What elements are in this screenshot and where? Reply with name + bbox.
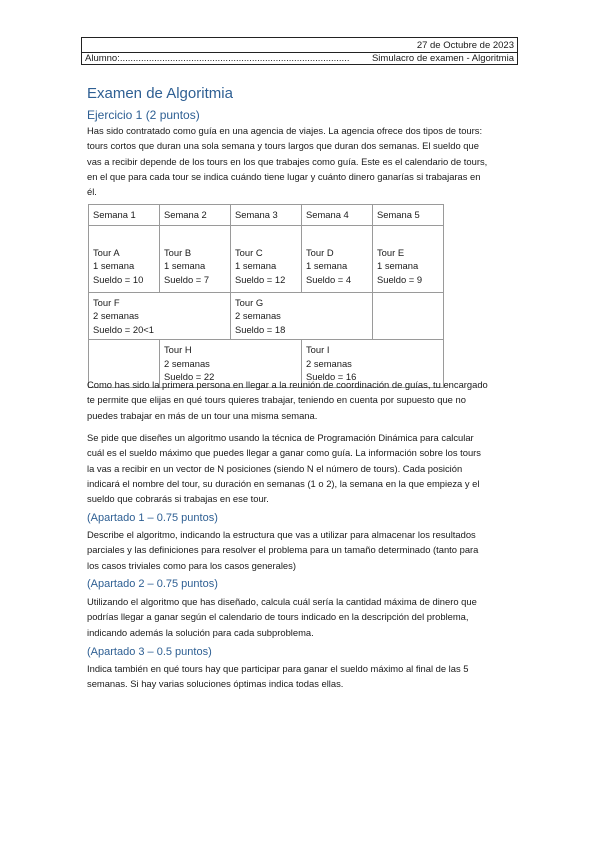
text-line: indicando además la solución para cada subproblema. <box>87 626 314 638</box>
text-line: Describe el algoritmo, indicando la estructura que vas a utilizar para almacenar los resultados <box>87 529 476 540</box>
tour-duration: 1 semana <box>306 260 348 271</box>
tour-cell <box>160 225 231 292</box>
page-header <box>81 37 518 65</box>
text-line: Como has sido la primera persona en llegar a la reunión de coordinación de guías, tu encargado <box>87 379 488 390</box>
section-1-title: (Apartado 1 – 0.75 puntos) <box>87 512 218 524</box>
week-header: Semana 4 <box>302 205 373 226</box>
text-line: Indica también en qué tours hay que participar para ganar el sueldo máximo al final de las 5 <box>87 663 469 674</box>
tour-salary: Sueldo = 7 <box>164 273 210 285</box>
week-header: Semana 2 <box>160 205 231 226</box>
text-line: la vas a recibir en un vector de N posiciones (siendo N el número de tours). Cada posición <box>87 462 463 474</box>
text-line: te permite que elijas en qué tours quieres trabajar, teniendo en cuenta por supuesto que no <box>87 394 466 406</box>
intro-paragraph <box>87 123 517 199</box>
task-paragraph <box>87 430 517 506</box>
tour-name: Tour H <box>164 344 192 355</box>
text-line: podrías llegar a ganar según el calendario de tours indicado en la descripción del problema, <box>87 611 469 623</box>
text-line: Se pide que diseñes un algoritmo usando la técnica de Programación Dinámica para calcular <box>87 432 474 443</box>
tour-duration: 1 semana <box>164 260 206 271</box>
tour-cell <box>89 225 160 292</box>
text-line: indicará el nombre del tour, su duración en semanas (1 o 2), la semana en la que empieza y el <box>87 477 480 489</box>
header-date: 27 de Octubre de 2023 <box>416 40 514 51</box>
text-line: Has sido contratado como guía en una agencia de viajes. La agencia ofrece dos tipos de tours: <box>87 125 483 136</box>
tour-duration: 2 semanas <box>235 310 281 321</box>
tour-cell <box>373 225 444 292</box>
text-line: parciales y las definiciones para resolver el problema para un tamaño determinado (tanto para <box>87 544 479 556</box>
tour-name: Tour D <box>306 246 334 258</box>
empty-cell <box>373 292 444 340</box>
tour-name: Tour A <box>93 246 120 258</box>
long-tours-row-1 <box>89 292 444 340</box>
section-1-text <box>87 527 517 573</box>
tour-salary: Sueldo = 9 <box>377 273 423 285</box>
tour-name: Tour F <box>93 296 120 308</box>
tour-cell <box>231 292 373 340</box>
text-line: cuál es el sueldo máximo que puedes llegar a ganar como guía. La información sobre los tours <box>87 447 481 459</box>
section-3-text <box>87 661 517 692</box>
tour-name: Tour B <box>164 246 192 258</box>
tour-salary: Sueldo = 20<1 <box>93 323 154 335</box>
text-line: puedes trabajar en más de un tour una misma semana. <box>87 409 318 421</box>
tour-name: Tour C <box>235 246 263 258</box>
text-line: él. <box>87 186 97 198</box>
tour-salary: Sueldo = 12 <box>235 273 286 285</box>
tour-duration: 1 semana <box>93 260 135 271</box>
tour-duration: 2 semanas <box>164 357 210 369</box>
after-table-paragraph <box>87 377 517 423</box>
week-header: Semana 5 <box>373 205 444 226</box>
text-line: vas a recibir depende de los tours en los que trabajes como guía. Este es el calendario de tours, <box>87 155 488 167</box>
tour-salary: Sueldo = 22 <box>164 371 215 382</box>
tour-duration: 1 semana <box>235 260 277 271</box>
tour-cell <box>89 292 231 340</box>
text-line: tours cortos que duran una sola semana y tours largos que duran dos semanas. El sueldo que <box>87 140 479 152</box>
week-header: Semana 1 <box>89 205 160 226</box>
student-name-line: Alumno:....................................................................................... <box>85 53 350 64</box>
tour-duration: 2 semanas <box>93 310 139 321</box>
tour-cell <box>231 225 302 292</box>
tour-salary: Sueldo = 10 <box>93 273 144 285</box>
tour-salary: Sueldo = 4 <box>306 273 352 285</box>
tour-name: Tour I <box>306 344 330 355</box>
section-3-title: (Apartado 3 – 0.5 puntos) <box>87 646 212 658</box>
exam-name: Simulacro de examen - Algoritmia <box>371 53 514 64</box>
short-tours-row <box>89 225 444 292</box>
week-header: Semana 3 <box>231 205 302 226</box>
text-line: los casos triviales como para los casos generales) <box>87 559 296 571</box>
text-line: sueldo que cobrarás si trabajas en ese tour. <box>87 493 269 505</box>
tour-duration: 1 semana <box>377 260 419 271</box>
exercise-title: Ejercicio 1 (2 puntos) <box>87 108 200 122</box>
tour-name: Tour G <box>235 296 264 308</box>
tour-name: Tour E <box>377 246 405 258</box>
table-header-row <box>89 205 444 226</box>
tour-cell <box>302 225 373 292</box>
document-title: Examen de Algoritmia <box>87 85 233 102</box>
section-2-text <box>87 594 517 640</box>
tour-salary: Sueldo = 16 <box>306 371 357 382</box>
text-line: Utilizando el algoritmo que has diseñado, calcula cuál sería la cantidad máxima de dinero que <box>87 596 477 607</box>
tour-calendar-table <box>88 204 444 388</box>
section-2-title: (Apartado 2 – 0.75 puntos) <box>87 578 218 590</box>
tour-salary: Sueldo = 18 <box>235 323 286 335</box>
text-line: en el que para cada tour se indica cuándo tiene lugar y cuánto dinero ganarías si trabajaras en <box>87 170 481 182</box>
text-line: semanas. Si hay varias soluciones óptimas indica todas ellas. <box>87 678 344 690</box>
tour-duration: 2 semanas <box>306 357 352 369</box>
